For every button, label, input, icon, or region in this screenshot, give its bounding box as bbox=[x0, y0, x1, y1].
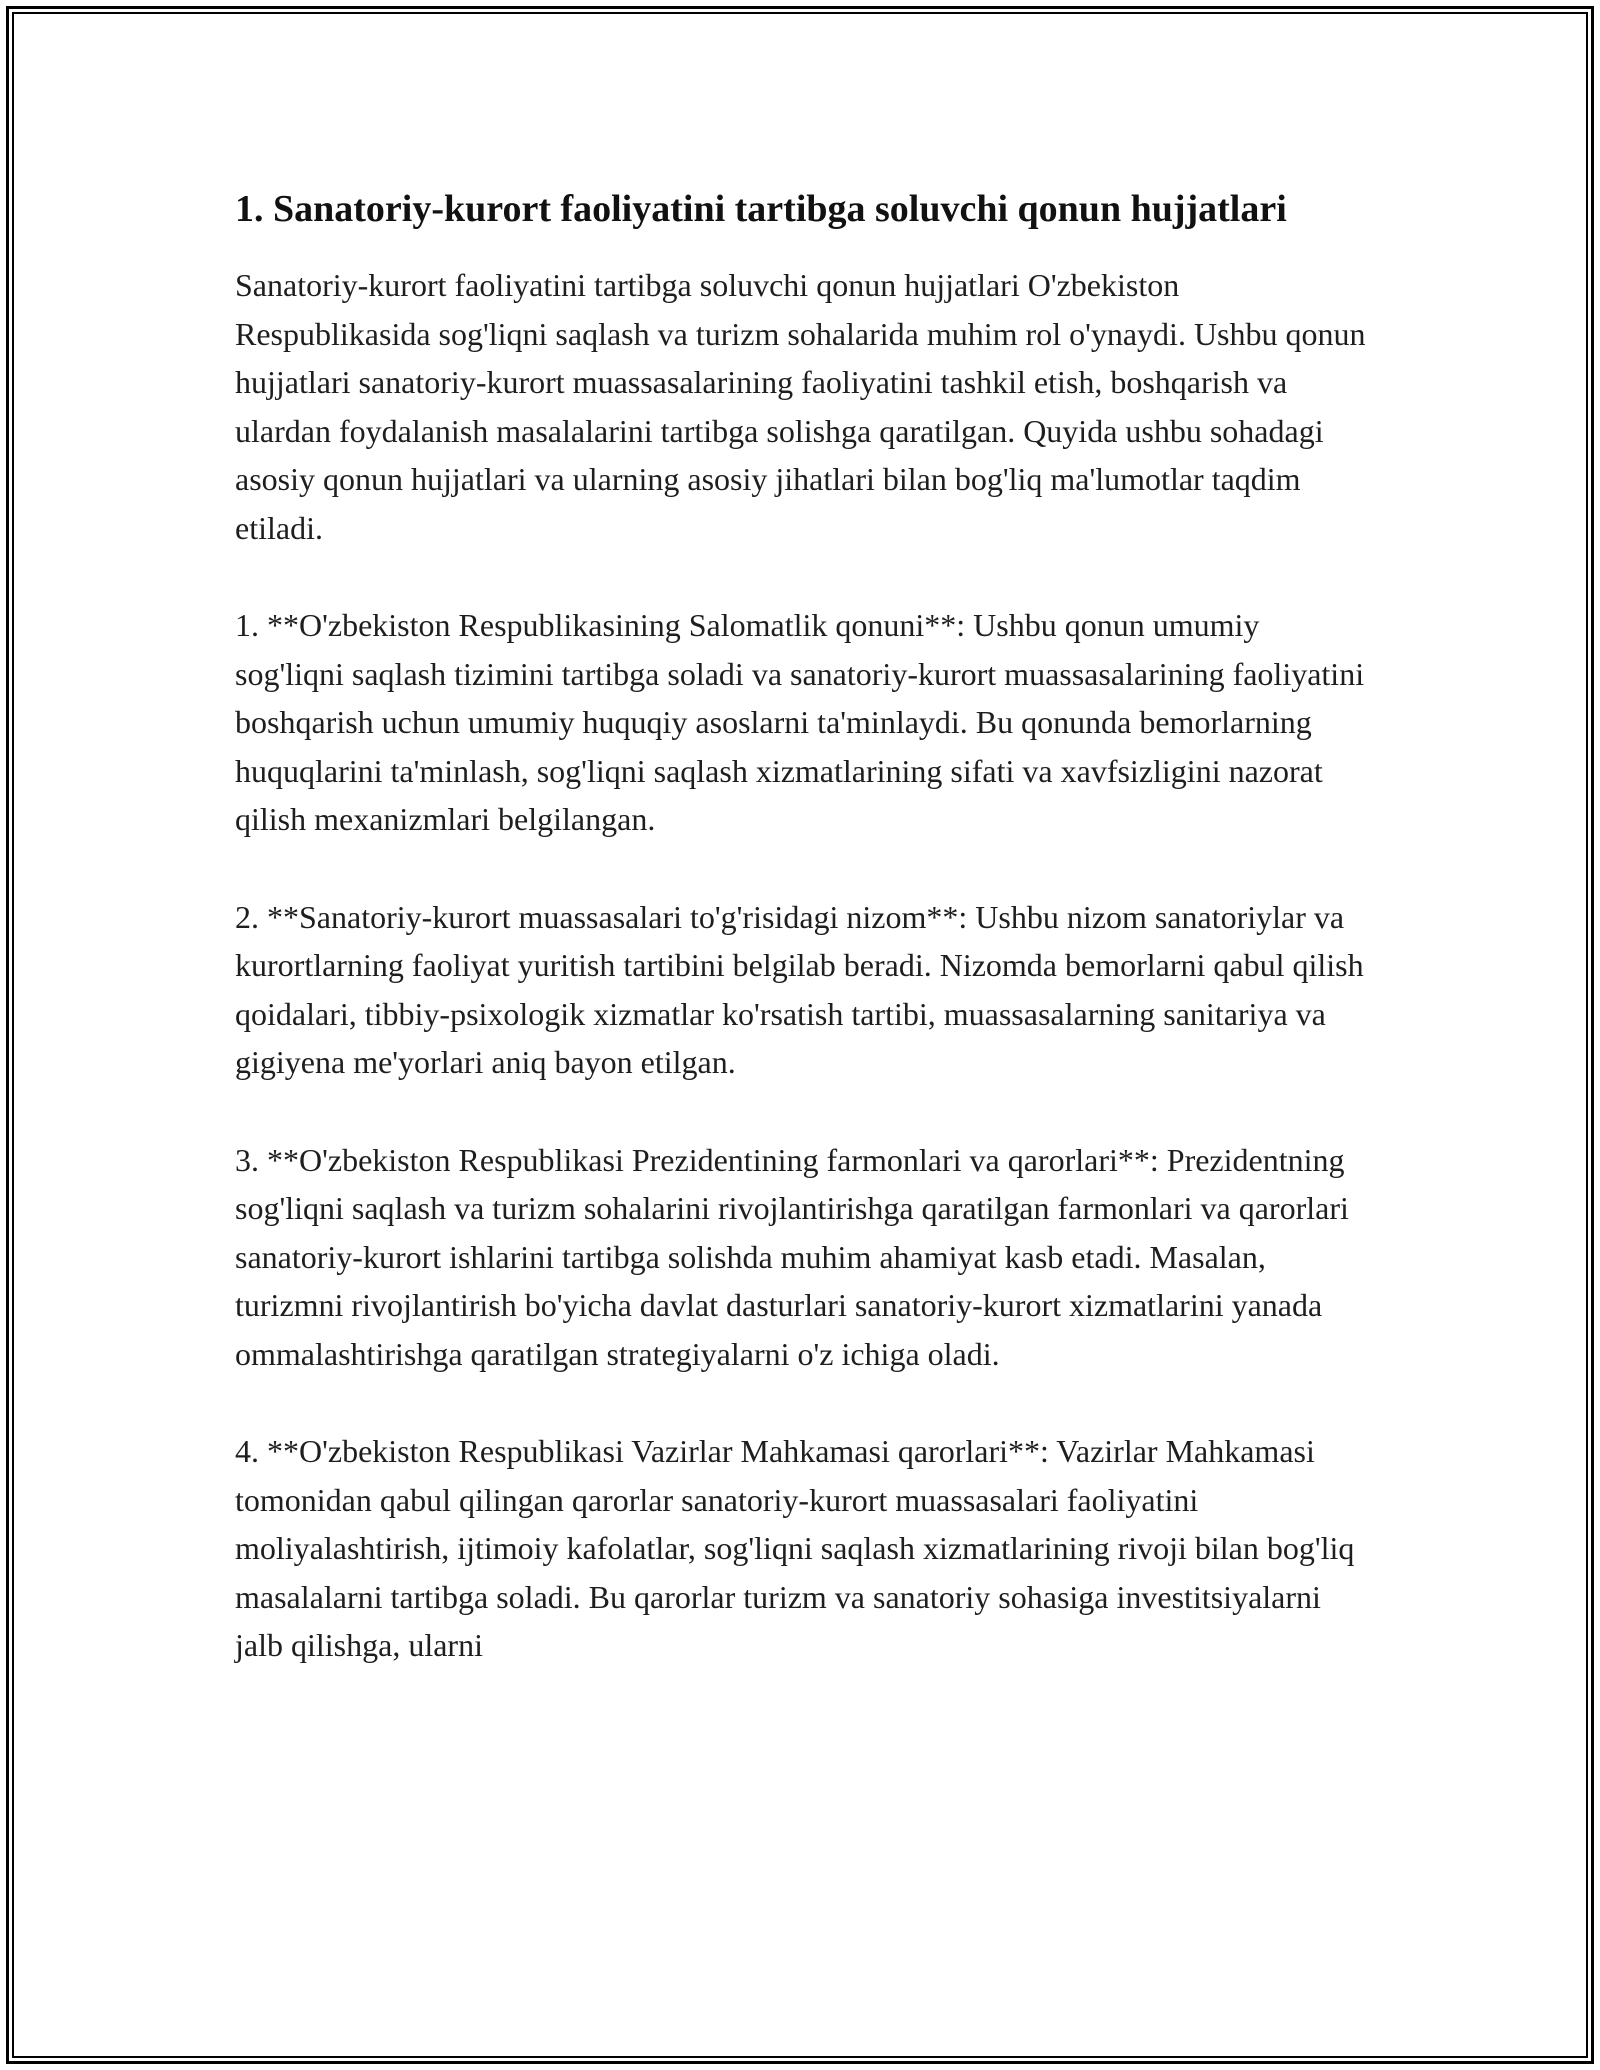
list-item-presidential-decrees: 3. **O'zbekiston Respublikasi Prezidentining farmonlari va qarorlari**: Prezidentning sog'liqni saqlash va turizm sohalarini rivojlantirishga qaratilgan farmonlari va qarorlari sanatoriy-kurort ishlarini tartibga solishda muhim ahamiyat kasb etadi. Masalan, turizmni rivojlantirish bo'yicha davlat dasturlari sanatoriy-kurort xizmatlarini yanada ommalashtirishga qaratilgan strategiyalarni o'z ichiga oladi. bbox=[235, 1141, 1349, 1372]
intro-paragraph: Sanatoriy-kurort faoliyatini tartibga soluvchi qonun hujjatlari O'zbekiston Respublikasida sog'liqni saqlash va turizm sohalarida muhim rol o'ynaydi. Ushbu qonun hujjatlari sanatoriy-kurort muassasalarining faoliyatini tashkil etish, boshqarish va ulardan foydalanish masalalarini tartibga solishga qaratilgan. Quyida ushbu sohadagi asosiy qonun hujjatlari va ularning asosiy jihatlari bilan bog'liq ma'lumotlar taqdim etiladi. bbox=[235, 267, 1366, 546]
list-item-cabinet-resolutions: 4. **O'zbekiston Respublikasi Vazirlar Mahkamasi qarorlari**: Vazirlar Mahkamasi tomonidan qabul qilingan qarorlar sanatoriy-kurort muassasalari faoliyatini moliyalashtirish, ijtimoiy kafolatlar, sog'liqni saqlash xizmatlarining rivoji bilan bog'liq masalalarni tartibga soladi. Bu qarorlar turizm va sanatoriy sohasiga investitsiyalarni jalb qilishga, ularni bbox=[235, 1433, 1355, 1663]
section-title: 1. Sanatoriy-kurort faoliyatini tartibga soluvchi qonun hujjatlari bbox=[235, 188, 1287, 230]
document-body bbox=[235, 182, 1375, 1670]
list-item-health-law: 1. **O'zbekiston Respublikasining Salomatlik qonuni**: Ushbu qonun umumiy sog'liqni saqlash tizimini tartibga soladi va sanatoriy-kurort muassasalarining faoliyatini boshqarish uchun umumiy huquqiy asoslarni ta'minlaydi. Bu qonunda bemorlarning huquqlarini ta'minlash, sog'liqni saqlash xizmatlarining sifati va xavfsizligini nazorat qilish mexanizmlari belgilangan. bbox=[235, 607, 1365, 837]
list-item-sanatorium-regulation: 2. **Sanatoriy-kurort muassasalari to'g'risidagi nizom**: Ushbu nizom sanatoriylar va kurortlarning faoliyat yuritish tartibini belgilab beradi. Nizomda bemorlarni qabul qilish qoidalari, tibbiy-psixologik xizmatlar ko'rsatish tartibi, muassasalarning sanitariya va gigiyena me'yorlari aniq bayon etilgan. bbox=[235, 898, 1364, 1080]
